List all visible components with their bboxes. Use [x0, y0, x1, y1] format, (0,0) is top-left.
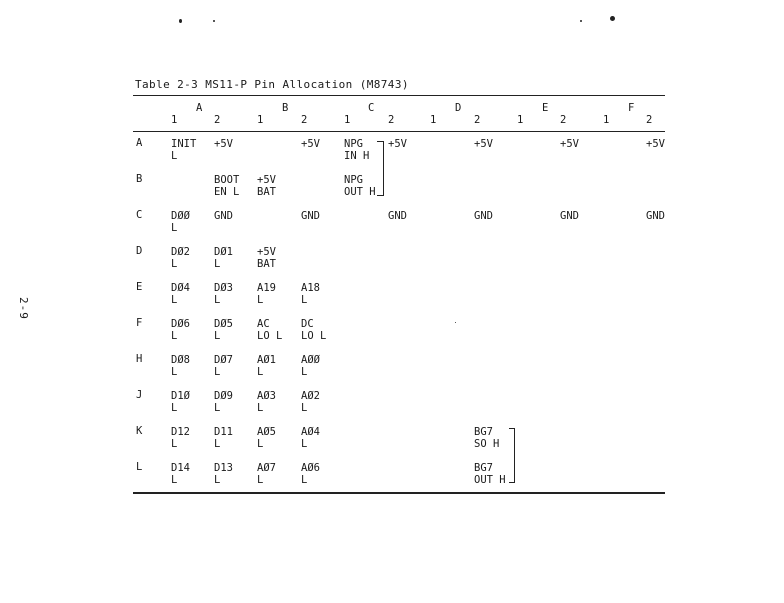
page-number: 2-9 [17, 297, 30, 320]
pin-cell: GND [301, 210, 320, 222]
sub-column-header: 2 [301, 114, 308, 126]
bracket-d-bottom [509, 482, 515, 483]
pin-cell: AØ7 L [257, 462, 276, 486]
column-group-header: D [455, 102, 462, 114]
pin-cell: BG7 OUT H [474, 462, 506, 486]
pin-cell: GND [560, 210, 579, 222]
pin-cell: GND [474, 210, 493, 222]
column-group-header: A [196, 102, 203, 114]
row-label: H [136, 353, 143, 365]
pin-cell: AØ3 L [257, 390, 276, 414]
pin-cell: AØ5 L [257, 426, 276, 450]
sub-column-header: 1 [517, 114, 524, 126]
column-group-header: B [282, 102, 289, 114]
pin-cell: +5V [301, 138, 320, 150]
pin-cell: AØ2 L [301, 390, 320, 414]
row-label: A [136, 137, 143, 149]
scan-speck [455, 322, 456, 323]
row-label: B [136, 173, 143, 185]
pin-cell: GND [646, 210, 665, 222]
sub-column-header: 2 [388, 114, 395, 126]
pin-cell: AØ6 L [301, 462, 320, 486]
sub-column-header: 1 [257, 114, 264, 126]
pin-cell: AC LO L [257, 318, 283, 342]
pin-cell: D13 L [214, 462, 233, 486]
pin-cell: D12 L [171, 426, 190, 450]
pin-cell: +5V BAT [257, 246, 276, 270]
header-rule [133, 131, 665, 132]
bracket-c-bottom [377, 195, 383, 196]
pin-cell: INIT L [171, 138, 197, 162]
scan-speck [580, 20, 582, 22]
sub-column-header: 1 [171, 114, 178, 126]
pin-cell: BG7 SO H [474, 426, 500, 450]
scan-speck [213, 20, 215, 22]
pin-cell: DØ2 L [171, 246, 190, 270]
pin-cell: GND [214, 210, 233, 222]
pin-cell: DØ7 L [214, 354, 233, 378]
pin-cell: DØ1 L [214, 246, 233, 270]
pin-cell: +5V [646, 138, 665, 150]
pin-cell: +5V [560, 138, 579, 150]
row-label: J [136, 389, 143, 401]
column-group-header: F [628, 102, 635, 114]
pin-cell: +5V BAT [257, 174, 276, 198]
scan-speck [610, 16, 615, 21]
pin-cell: NPG OUT H [344, 174, 376, 198]
table-title: Table 2-3 MS11-P Pin Allocation (M8743) [135, 78, 409, 91]
pin-cell: DØ5 L [214, 318, 233, 342]
sub-column-header: 2 [474, 114, 481, 126]
pin-cell: DC LO L [301, 318, 327, 342]
scan-speck [179, 19, 182, 23]
row-label: F [136, 317, 143, 329]
table-bottom-rule [133, 492, 665, 494]
sub-column-header: 1 [344, 114, 351, 126]
pin-cell: DØ4 L [171, 282, 190, 306]
sub-column-header: 1 [603, 114, 610, 126]
row-label: E [136, 281, 143, 293]
row-label: L [136, 461, 143, 473]
row-label: K [136, 425, 143, 437]
pin-cell: DØ6 L [171, 318, 190, 342]
column-group-header: C [368, 102, 375, 114]
table-top-rule [133, 95, 665, 96]
bracket-d [514, 428, 515, 483]
pin-cell: AØ4 L [301, 426, 320, 450]
column-group-header: E [542, 102, 549, 114]
pin-cell: D11 L [214, 426, 233, 450]
pin-cell: AØØ L [301, 354, 320, 378]
pin-cell: AØ1 L [257, 354, 276, 378]
pin-cell: GND [388, 210, 407, 222]
pin-cell: +5V [214, 138, 233, 150]
sub-column-header: 2 [214, 114, 221, 126]
pin-cell: DØØ L [171, 210, 190, 234]
pin-cell: NPG IN H [344, 138, 370, 162]
pin-cell: A18 L [301, 282, 320, 306]
bracket-c [383, 141, 384, 196]
pin-cell: BOOT EN L [214, 174, 240, 198]
pin-cell: +5V [474, 138, 493, 150]
sub-column-header: 2 [560, 114, 567, 126]
pin-cell: D14 L [171, 462, 190, 486]
sub-column-header: 1 [430, 114, 437, 126]
pin-cell: D1Ø L [171, 390, 190, 414]
sub-column-header: 2 [646, 114, 653, 126]
row-label: D [136, 245, 143, 257]
pin-cell: DØ8 L [171, 354, 190, 378]
pin-cell: DØ9 L [214, 390, 233, 414]
pin-cell: A19 L [257, 282, 276, 306]
pin-cell: +5V [388, 138, 407, 150]
pin-cell: DØ3 L [214, 282, 233, 306]
row-label: C [136, 209, 143, 221]
